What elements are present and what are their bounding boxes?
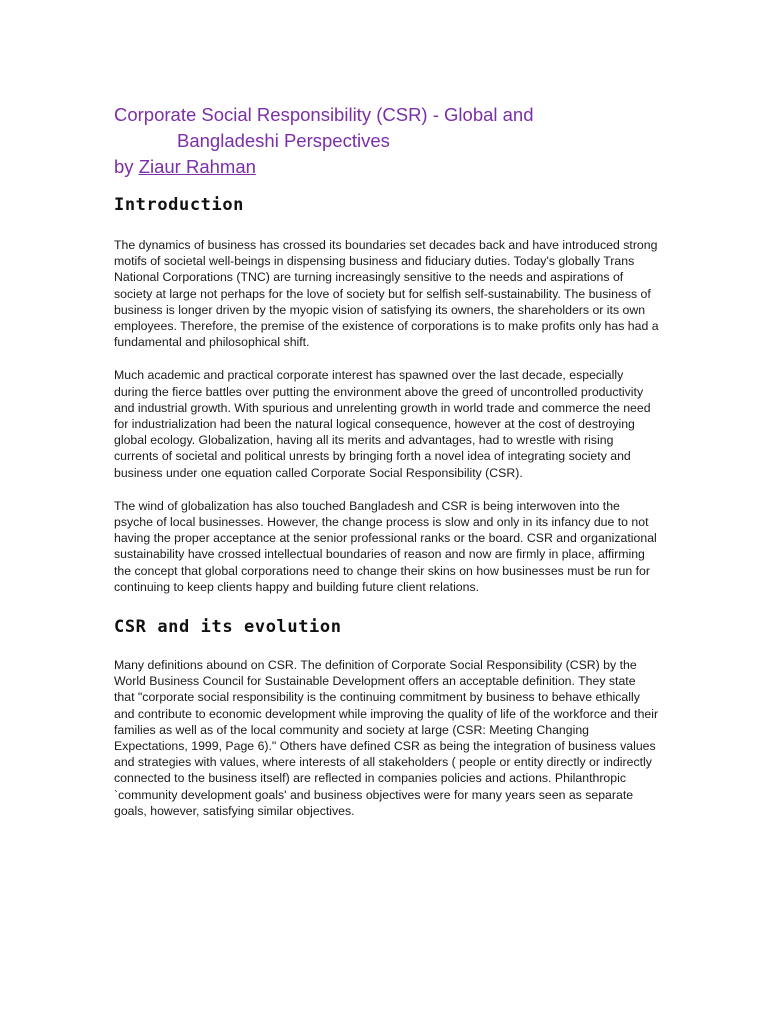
title-line-1: Corporate Social Responsibility (CSR) - Global and: [114, 104, 534, 125]
byline-prefix: by: [114, 156, 139, 177]
paragraph-intro-3: The wind of globalization has also touched Bangladesh and CSR is being interwoven into the psyche of local businesses. However, the change process is slow and only in its infancy due to not having the proper acceptance at the senior professional ranks or the board. CSR and organizational sustainability have crossed intellectual boundaries of reason and now are firmly in place, affirming the concept that global corporations need to change their skins on how businesses must be run for continuing to keep clients happy and building future client relations.: [114, 498, 657, 594]
document-title: [114, 102, 659, 180]
paragraph-csr-1: Many definitions abound on CSR. The definition of Corporate Social Responsibility (CSR) by the World Business Council for Sustainable Development offers an acceptable definition. They state that "corporate social responsibility is the continuing commitment by business to behave ethically and contribute to economic development while improving the quality of life of the workforce and their families as well as of the local community and society at large (CSR: Meeting Changing Expectations, 1999, Page 6)." Others have defined CSR as being the integration of business values and strategies with values, where interests of all stakeholders ( people or entity directly or indirectly connected to the business itself) are reflected in companies policies and actions. Philanthropic `community development goals' and business objectives were for many years seen as separate goals, however, satisfying similar objectives.: [114, 658, 659, 818]
section-heading-introduction: Introduction: [114, 195, 245, 215]
byline: [114, 154, 659, 180]
section-heading-csr-evolution: CSR and its evolution: [114, 617, 342, 638]
paragraph-intro-2: Much academic and practical corporate interest has spawned over the last decade, especially during the fierce battles over putting the environment above the greed of uncontrolled productivity and industrial growth. With spurious and unrelenting growth in world trade and commerce the need for industrialization had been the natural logical consequence, however at the cost of destroying global ecology. Globalization, having all its merits and advantages, had to wrestle with rising currents of societal and political unrests by bringing forth a novel idea of integrating society and business under one equation called Corporate Social Responsibility (CSR).: [114, 368, 651, 480]
paragraph-intro-1: The dynamics of business has crossed its boundaries set decades back and have introduced strong motifs of societal well-beings in dispensing business and fiduciary duties. Today's globally Trans National Corporations (TNC) are turning increasingly sensitive to the needs and aspirations of society at large not perhaps for the love of society but for selfish self-sustainability. The business of business is longer driven by the myopic vision of satisfying its owners, the shareholders or its own employees. Therefore, the premise of the existence of corporations is to make profits only has had a fundamental and philosophical shift.: [114, 238, 659, 350]
document-page: [114, 102, 659, 819]
author-link[interactable]: Ziaur Rahman: [138, 156, 256, 177]
title-line-2: Bangladeshi Perspectives: [177, 130, 390, 151]
